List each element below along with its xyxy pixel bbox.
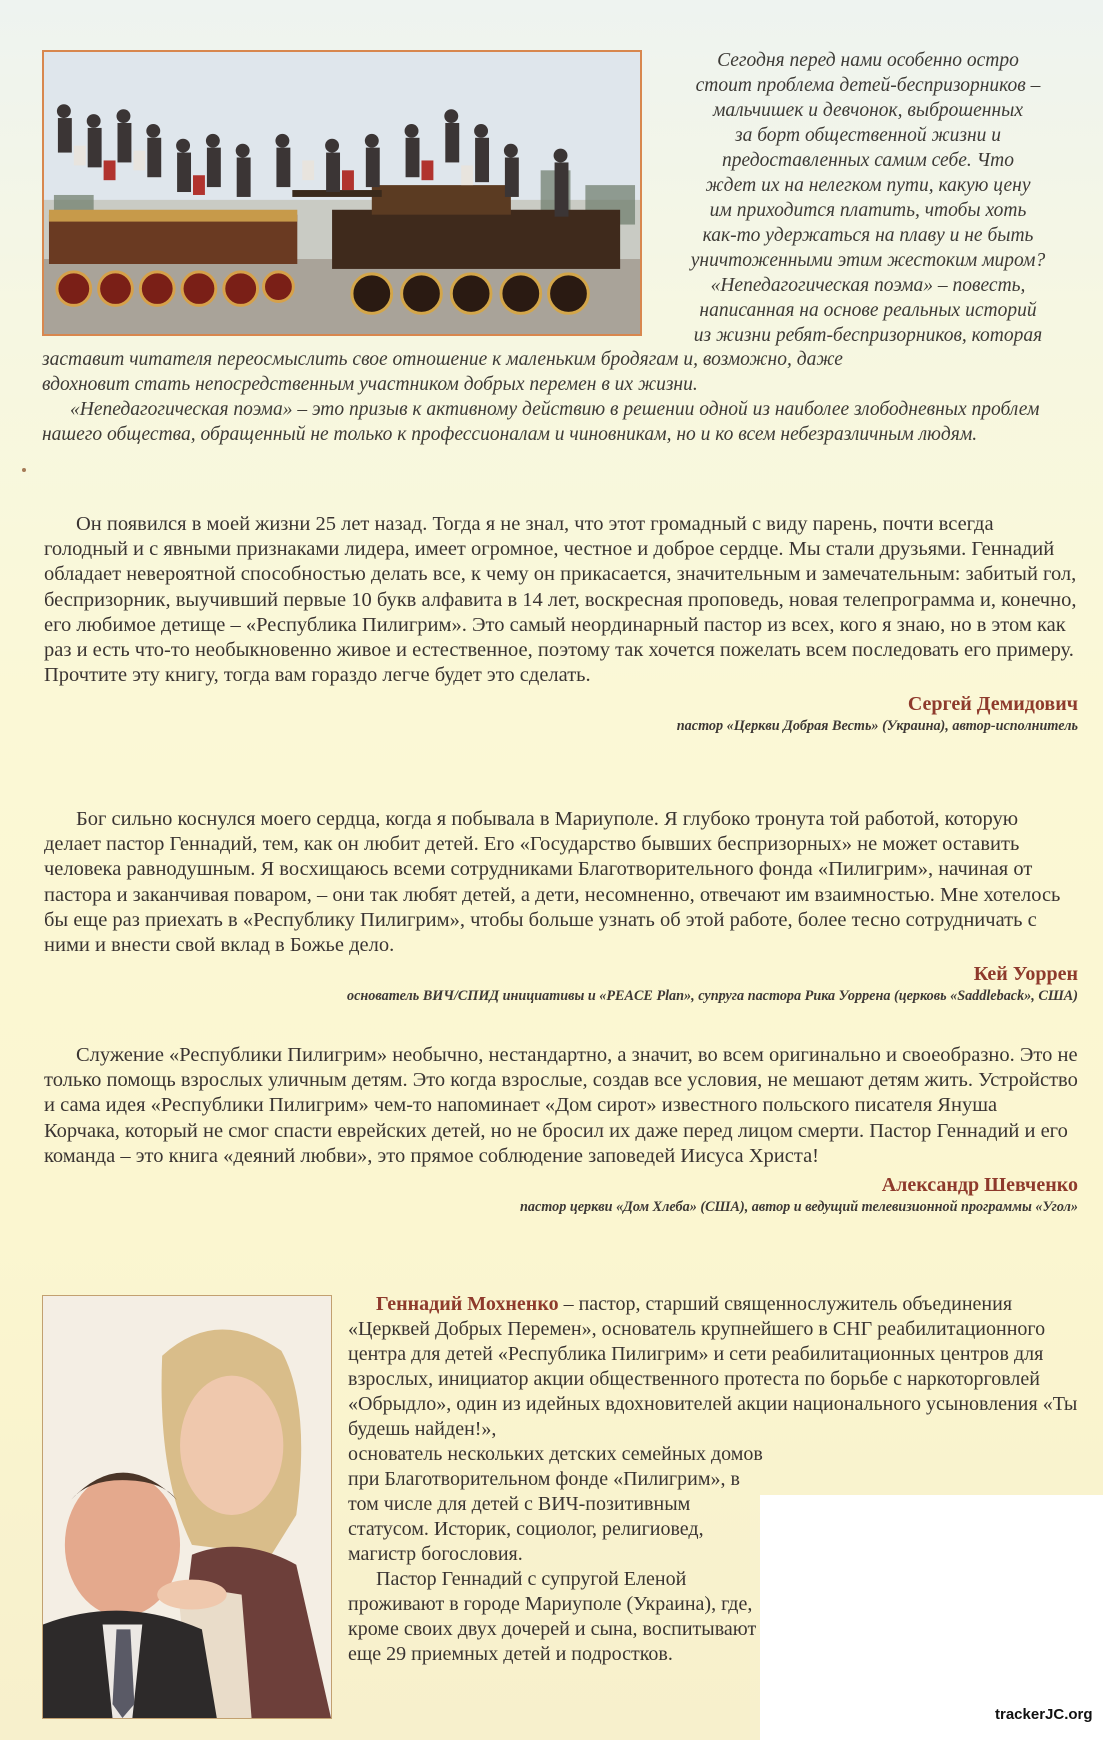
testimonial-2 bbox=[44, 807, 1078, 1006]
intro-text-right bbox=[658, 48, 1078, 348]
testimonial-signature bbox=[44, 1173, 1078, 1217]
intro-line: Сегодня перед нами особенно остро bbox=[717, 50, 1019, 71]
author-name: Кей Уоррен bbox=[973, 963, 1078, 986]
author-role: пастор «Церкви Добрая Весть» (Украина), автор-исполнитель bbox=[676, 718, 1078, 735]
intro-paragraph: «Непедагогическая поэма» – это призыв к активному действию в решении одной из наиболее злободневных проблем нашего общества, обращенный не только к профессионалам и чиновникам, но и ко всем небезразличным людям. bbox=[42, 399, 1040, 445]
intro-line: заставит читателя переосмыслить свое отношение к маленьким бродягам и, возможно, даже bbox=[42, 349, 843, 370]
intro-line: уничтоженными этим жестоким миром? bbox=[690, 250, 1046, 271]
testimonial-text: Бог сильно коснулся моего сердца, когда я побывала в Мариуполе. Я глубоко тронута той работой, которую делает пастор Геннадий, тем, как он любит детей. Его «Государство бывших беспризорных» не может оставить человека равнодушным. Я восхищаюсь всеми сотрудниками Благотворительного фонда «Пилигрим», начиная от пастора и заканчивая поваром, – они так любят детей, а дети, несомненно, отвечают им взаимностью. Мне хотелось бы еще раз приехать в «Республику Пилигрим», чтобы больше узнать об этой работе, более тесно сотрудничать с ними и внести свой вклад в Божье дело. bbox=[44, 808, 1061, 957]
bio-text-wide: – пастор, старший священнослужитель объединения «Церквей Добрых Перемен», основатель крупнейшего в СНГ реабилитационного центра для детей «Республика Пилигрим» и сети реабилитационных центров для взрослых, инициатор акции общественного протеста по борьбе с наркоторговлей «Обрыдло», один из идейных вдохновителей акции национального усыновления «Ты будешь найден!», bbox=[348, 1293, 1078, 1440]
testimonial-1 bbox=[44, 512, 1078, 736]
author-role: основатель ВИЧ/СПИД инициативы и «PEACE Plan», супруга пастора Рика Уоррена (церковь «Saddleback», США) bbox=[347, 988, 1078, 1005]
intro-line: как-то удержаться на плаву и не быть bbox=[702, 225, 1034, 246]
intro-line: написанная на основе реальных историй bbox=[699, 300, 1037, 321]
bio-author-name: Геннадий Мохненко bbox=[376, 1293, 559, 1315]
testimonial-signature bbox=[44, 692, 1078, 736]
author-couple-photo bbox=[42, 1295, 332, 1719]
testimonial-signature bbox=[44, 962, 1078, 1006]
intro-line: предоставленных самим себе. Что bbox=[722, 150, 1014, 171]
intro-line: ждет их на нелегком пути, какую цену bbox=[705, 175, 1031, 196]
intro-line: из жизни ребят-беспризорников, которая bbox=[693, 325, 1043, 346]
author-name: Александр Шевченко bbox=[881, 1174, 1078, 1197]
bio-paragraph-1 bbox=[348, 1292, 1080, 1442]
testimonial-3 bbox=[44, 1043, 1078, 1217]
watermark: trackerJC.org bbox=[995, 1706, 1093, 1723]
testimonial-text: Служение «Республики Пилигрим» необычно, нестандартно, а значит, во всем оригинально и своеобразно. Это не только помощь взрослых уличным детям. Это когда взрослые, создав все условия, не мешают детям жить. Устройство и сама идея «Республики Пилигрим» чем-то напоминает «Дом сирот» известного польского писателя Януша Корчака, который не смог спасти еврейских детей, но не бросил их даже перед лицом смерти. Пастор Геннадий и его команда – это книга «деяний любви», это прямое соблюдение заповедей Иисуса Христа! bbox=[44, 1044, 1078, 1167]
intro-line: им приходится платить, чтобы хоть bbox=[709, 200, 1027, 221]
author-role: пастор церкви «Дом Хлеба» (США), автор и ведущий телевизионной программы «Угол» bbox=[519, 1199, 1078, 1216]
intro-text-wide bbox=[42, 347, 1078, 447]
intro-line: «Непедагогическая поэма» – повесть, bbox=[710, 275, 1026, 296]
author-name: Сергей Демидович bbox=[907, 693, 1078, 716]
intro-line: стоит проблема детей-беспризорников – bbox=[695, 75, 1041, 96]
testimonial-text: Он появился в моей жизни 25 лет назад. Тогда я не знал, что этот громадный с виду парень, почти всегда голодный и с явными признаками лидера, имеет огромное, честное и доброе сердце. Мы стали друзьями. Геннадий обладает невероятной способностью делать все, к чему он прикасается, значительным и замечательным: забитый гол, беспризорник, выучивший первые 10 букв алфавита в 14 лет, воскресная проповедь, новая телепрограмма и, конечно, его любимое детище – «Республика Пилигрим». Это самый неординарный пастор из всех, кого я знаю, но в этом как раз и есть что-то необыкновенно живое и естественное, поэтому так хочется пожелать всем последовать его примеру. Прочтите эту книгу, тогда вам гораздо легче будет это сделать. bbox=[44, 513, 1077, 687]
bio-text-narrow: основатель нескольких детских семейных домов при Благотворительном фонде «Пилигрим», в том числе для детей с ВИЧ-позитивным статусом. Историк, социолог, религиовед, магистр богословия. bbox=[348, 1443, 763, 1565]
intro-line: мальчишек и девчонок, выброшенных bbox=[712, 100, 1023, 121]
couple-portrait bbox=[43, 1296, 331, 1718]
bio-paragraph-2: Пастор Геннадий с супругой Еленой проживают в городе Мариуполе (Украина), где, кроме своих двух дочерей и сына, воспитывают еще 29 приемных детей и подростков. bbox=[348, 1568, 757, 1665]
blank-area bbox=[760, 1495, 1103, 1740]
margin-dot bbox=[22, 468, 26, 472]
children-on-tanks-photo bbox=[42, 50, 642, 336]
tanks-illustration bbox=[44, 52, 640, 334]
intro-line: вдохновит стать непосредственным участником добрых перемен в их жизни. bbox=[42, 374, 698, 395]
intro-line: за борт общественной жизни и bbox=[734, 125, 1001, 146]
